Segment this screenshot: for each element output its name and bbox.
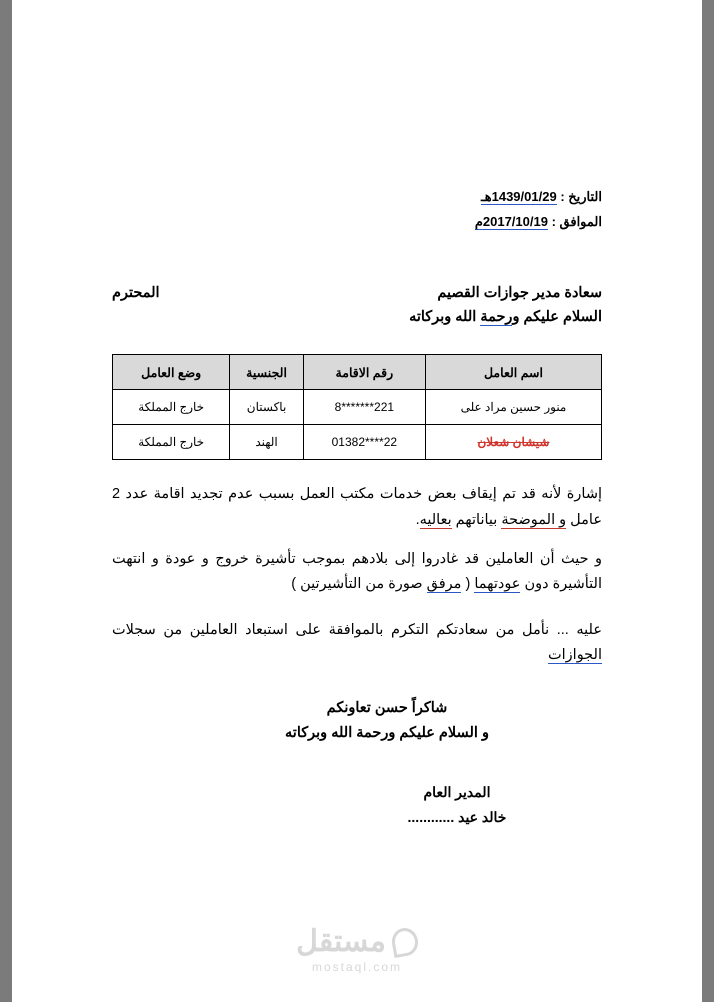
header-worker-status: وضع العامل xyxy=(113,355,230,390)
watermark-latin: mostaql.com xyxy=(311,960,403,974)
gregorian-label: الموافق : xyxy=(551,213,602,229)
document-page xyxy=(12,0,702,1002)
signer-name: خالد عيد ............ xyxy=(407,808,507,825)
cell-worker-status: خارج المملكة xyxy=(113,425,230,460)
document-body xyxy=(12,0,702,830)
gregorian-date-line xyxy=(112,210,602,235)
signer-title: المدير العام xyxy=(423,783,491,800)
header-worker-name: اسم العامل xyxy=(425,355,601,390)
mostaql-logo-icon xyxy=(390,926,420,958)
closing-block xyxy=(112,696,602,745)
paragraph-1-text-c: . xyxy=(415,511,420,528)
cell-worker-name: منور حسين مراد على xyxy=(425,390,601,425)
greeting-prefix: السلام عليكم و xyxy=(512,309,602,326)
cell-iqama-number: 221*******8 xyxy=(303,390,425,425)
paragraph-reference xyxy=(112,482,602,533)
cell-iqama-number: 22****01382 xyxy=(303,425,425,460)
paragraph-1-text-a: إشارة لأنه قد تم إيقاف بعض خدمات مكتب العمل بسبب عدم تجديد اقامة عدد 2 عامل xyxy=(112,486,602,528)
paragraph-2-text-a: و حيث أن العاملين قد غادروا إلى بلادهم بموجب تأشيرة خروج و عودة و انتهت التأشيرة دون xyxy=(112,550,602,593)
table-row xyxy=(113,425,602,460)
salutation-block xyxy=(112,282,602,330)
table-body xyxy=(113,390,602,460)
closing-line-2: و السلام عليكم ورحمة الله وبركاته xyxy=(285,725,489,742)
hijri-date-line xyxy=(112,185,602,210)
cell-worker-name: شيشان شعلان xyxy=(425,425,601,460)
addressee: سعادة مدير جوازات القصيم xyxy=(437,285,602,302)
paragraph-1-mark-1: و الموضحة xyxy=(501,511,567,528)
paragraph-1-text-b: بياناتهم xyxy=(451,511,502,528)
cell-nationality: باكستان xyxy=(230,390,303,425)
date-block xyxy=(112,185,602,234)
paragraph-2-mark-2: مرفق xyxy=(426,576,462,593)
paragraph-2-text-b: ( xyxy=(461,576,475,593)
table-row xyxy=(113,390,602,425)
paragraph-request xyxy=(112,618,602,669)
paragraph-departure xyxy=(112,547,602,598)
workers-table xyxy=(112,354,602,460)
gregorian-date-value: 2017/10/19م xyxy=(474,213,548,229)
header-iqama-number: رقم الاقامة xyxy=(303,355,425,390)
watermark xyxy=(12,927,702,974)
paragraph-3-text-a: عليه ... نأمل من سعادتكم التكرم بالموافقة على استبعاد العاملين من سجلات xyxy=(112,621,602,638)
cell-worker-status: خارج المملكة xyxy=(113,390,230,425)
hijri-date-value: 1439/01/29هـ xyxy=(480,189,557,204)
watermark-arabic: مستقل xyxy=(296,925,386,958)
watermark-row xyxy=(12,927,702,957)
table-head xyxy=(113,355,602,390)
paragraph-2-mark-1: عودتهما xyxy=(474,576,521,593)
paragraph-3-mark-1: الجوازات xyxy=(547,647,602,664)
date-label: التاريخ : xyxy=(560,189,602,204)
greeting-line xyxy=(112,306,602,330)
cell-nationality: الهند xyxy=(230,425,303,460)
greeting-suffix: الله وبركاته xyxy=(409,309,481,326)
paragraph-1-mark-2: بعاليه xyxy=(419,511,452,528)
greeting-underlined: رحمة xyxy=(480,309,513,326)
closing-line-1: شاكراً حسن تعاونكم xyxy=(326,700,448,717)
signature-block xyxy=(112,780,602,830)
header-nationality: الجنسية xyxy=(230,355,303,390)
paragraph-2-text-c: صورة من التأشيرتين ) xyxy=(291,576,427,593)
table-header-row xyxy=(113,355,602,390)
respect-word: المحترم xyxy=(112,285,160,302)
